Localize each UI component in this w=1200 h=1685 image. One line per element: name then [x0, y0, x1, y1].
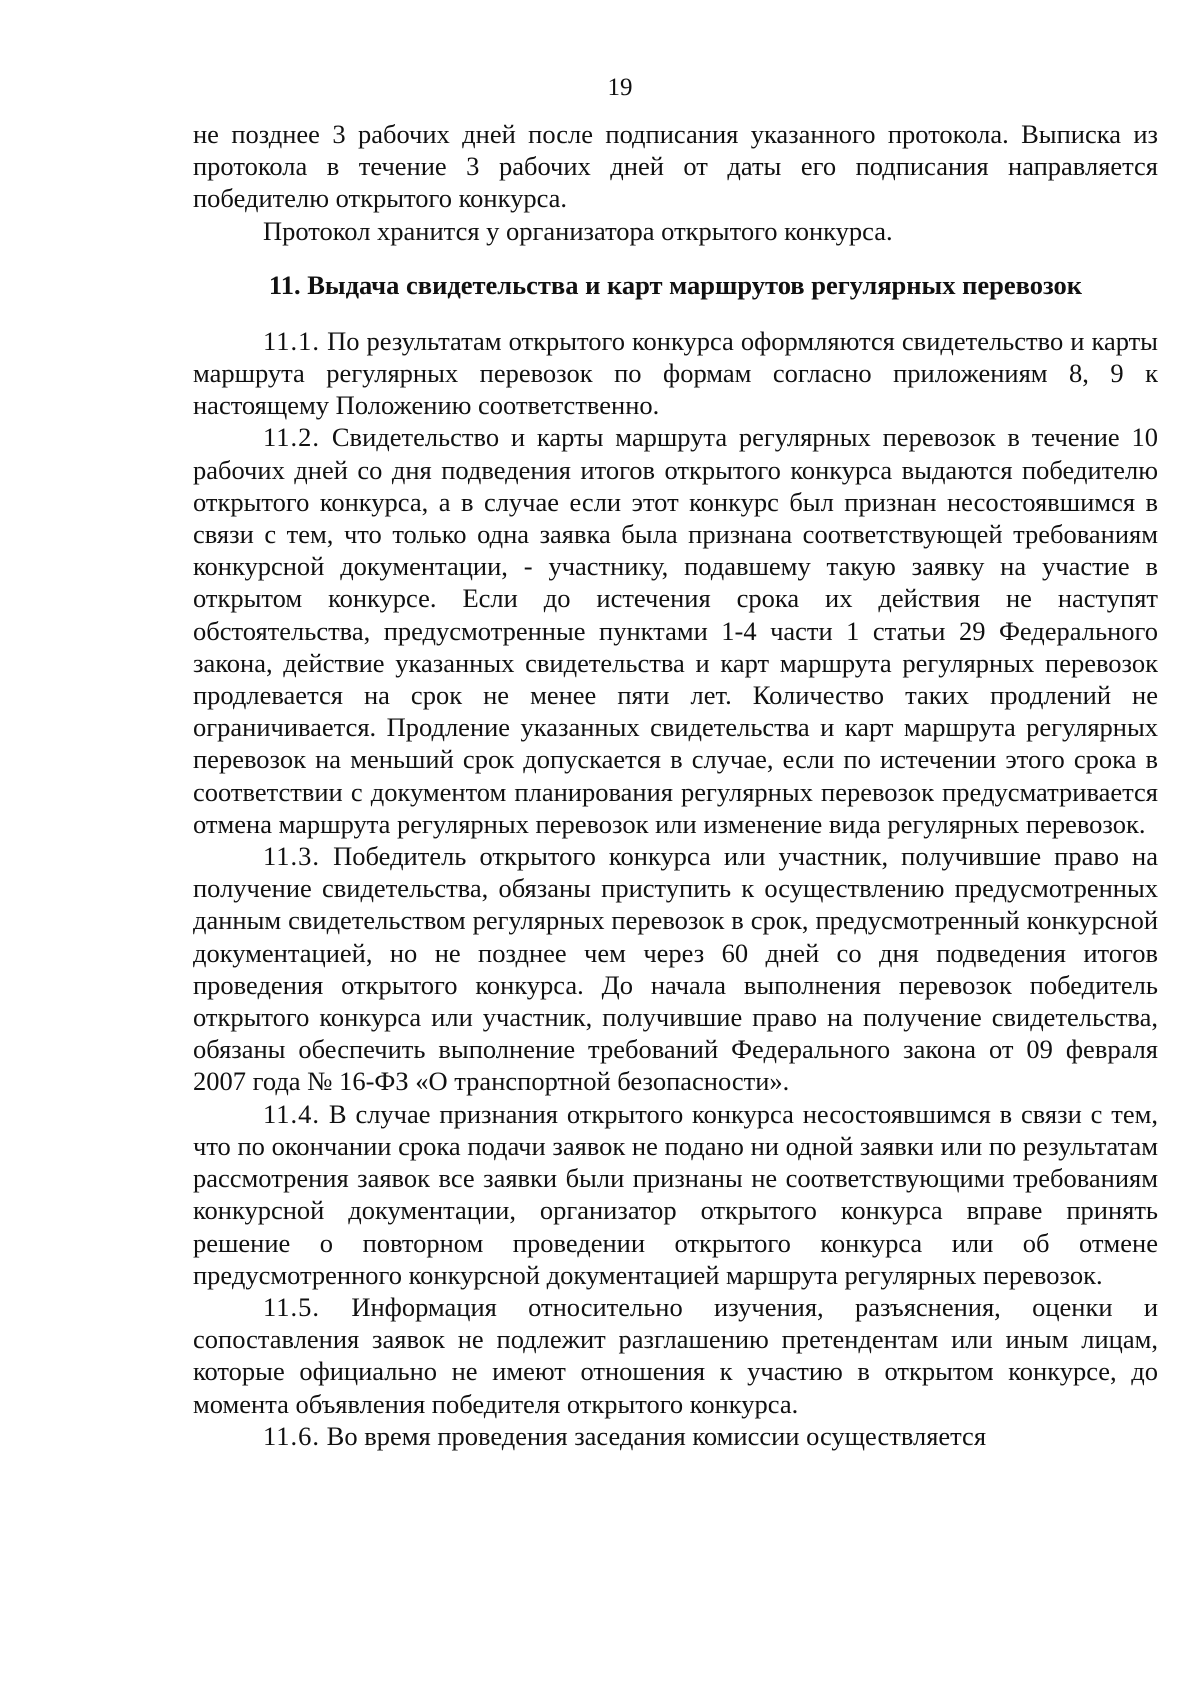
clause-number: 11.5. [263, 1291, 321, 1322]
clause-number: 11.2. [263, 422, 321, 453]
clause-text: Информация относительно изучения, разъяснения, оценки и сопоставления заявок не подлежит разглашению претендентам или иным лицам, которые официально не имеют отношения к участию в открытом конкурсе, до момента объявления победителя открытого конкурса. [193, 1291, 1158, 1419]
clause-11-3 [193, 840, 1158, 1098]
clause-11-5 [193, 1291, 1158, 1420]
clause-11-1 [193, 325, 1158, 422]
clause-number: 11.4. [263, 1098, 321, 1129]
clause-text: В случае признания открытого конкурса несостоявшимся в связи с тем, что по окончании срока подачи заявок не подано ни одной заявки или по результатам рассмотрения заявок все заявки были признаны не соответствующими требованиям конкурсной документации, организатор открытого конкурса вправе принять решение о повторном проведении открытого конкурса или об отмене предусмотренного конкурсной документацией маршрута регулярных перевозок. [193, 1098, 1158, 1290]
clause-11-4 [193, 1098, 1158, 1291]
clause-text: Победитель открытого конкурса или участник, получившие право на получение свидетельства, обязаны приступить к осуществлению предусмотренных данным свидетельством регулярных перевозок в срок, предусмотренный конкурсной документацией, но не позднее чем через 60 дней со дня подведения итогов проведения открытого конкурса. До начала выполнения перевозок победитель открытого конкурса или участник, получившие право на получение свидетельства, обязаны обеспечить выполнение требований Федерального закона от 09 февраля 2007 года № 16-ФЗ «О транспортной безопасности». [193, 841, 1158, 1097]
clause-11-6 [193, 1420, 1158, 1452]
clause-11-2 [193, 421, 1158, 840]
clause-text: Во время проведения заседания комиссии осуществляется [326, 1420, 987, 1451]
opening-paragraph: не позднее 3 рабочих дней после подписания указанного протокола. Выписка из протокола в течение 3 рабочих дней от даты его подписания направляется победителю открытого конкурса. [193, 119, 1158, 214]
clause-number: 11.1. [263, 325, 321, 356]
clause-text: По результатам открытого конкурса оформляются свидетельство и карты маршрута регулярных перевозок по формам согласно приложениям 8, 9 к настоящему Положению соответственно. [193, 325, 1158, 421]
clause-number: 11.3. [263, 841, 321, 872]
section-heading: 11. Выдача свидетельства и карт маршрутов регулярных перевозок [268, 269, 1083, 300]
clause-text: Свидетельство и карты маршрута регулярных перевозок в течение 10 рабочих дней со дня подведения итогов открытого конкурса выдаются победителю открытого конкурса, а в случае если этот конкурс был признан несостоявшимся в связи с тем, что только одна заявка была признана соответствующей требованиям конкурсной документации, - участнику, подавшему такую заявку на участие в открытом конкурсе. Если до истечения срока их действия не наступят обстоятельства, предусмотренные пунктами 1-4 части 1 статьи 29 Федерального закона, действие указанных свидетельства и карт маршрута регулярных перевозок продлевается на срок не менее пяти лет. Количество таких продлений не ограничивается. Продление указанных свидетельства и карт маршрута регулярных перевозок на меньший срок допускается в случае, если по истечении этого срока в соответствии с документом планирования регулярных перевозок предусматривается отмена маршрута регулярных перевозок или изменение вида регулярных перевозок. [193, 422, 1159, 839]
page-number: 19 [607, 74, 633, 101]
clause-number: 11.6. [263, 1420, 321, 1451]
storage-paragraph: Протокол хранится у организатора открытого конкурса. [263, 215, 893, 246]
page-content [193, 118, 1158, 1452]
